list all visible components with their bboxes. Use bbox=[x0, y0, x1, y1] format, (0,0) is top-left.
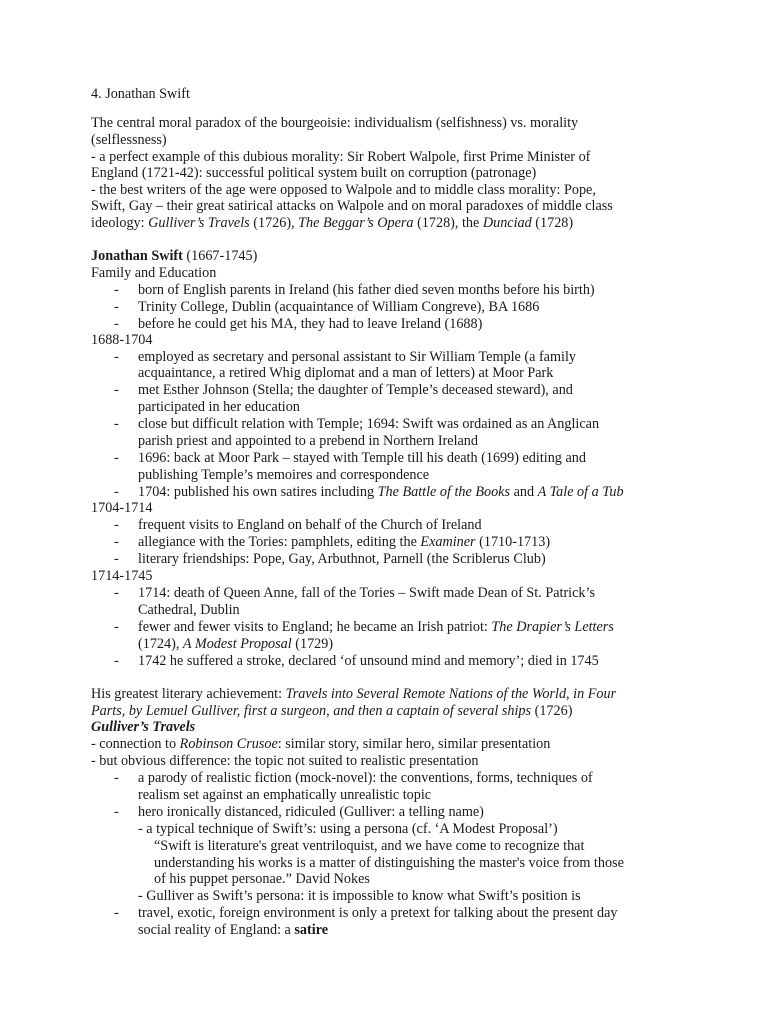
bullet-dash: - bbox=[114, 382, 119, 398]
list-item: before he could get his MA, they had to leave Ireland (1688) bbox=[138, 316, 483, 332]
subheading-family: Family and Education bbox=[91, 265, 217, 281]
bullet-dash: - bbox=[114, 299, 119, 315]
bullet-dash: - bbox=[114, 416, 119, 432]
list-item-continuation: social reality of England: a satire bbox=[138, 922, 329, 938]
section-heading: 4. Jonathan Swift bbox=[91, 86, 190, 102]
intro-line: (selflessness) bbox=[91, 132, 167, 148]
list-item: Trinity College, Dublin (acquaintance of William Congreve), BA 1686 bbox=[138, 299, 540, 315]
bio-heading: Jonathan Swift (1667-1745) bbox=[91, 248, 258, 264]
list-item-continuation: acquaintance, a retired Whig diplomat and a man of letters) at Moor Park bbox=[138, 365, 554, 381]
list-item: hero ironically distanced, ridiculed (Gulliver: a telling name) bbox=[138, 804, 484, 820]
list-item-continuation: parish priest and appointed to a prebend in Northern Ireland bbox=[138, 433, 478, 449]
bullet-dash: - bbox=[114, 585, 119, 601]
list-item: close but difficult relation with Temple; 1694: Swift was ordained as an Anglican bbox=[138, 416, 600, 432]
list-item: 1714: death of Queen Anne, fall of the Tories – Swift made Dean of St. Patrick’s bbox=[138, 585, 595, 601]
list-item: literary friendships: Pope, Gay, Arbuthnot, Parnell (the Scriblerus Club) bbox=[138, 551, 546, 567]
sub-item: - Gulliver as Swift’s persona: it is impossible to know what Swift’s position is bbox=[138, 888, 581, 904]
sub-item: - a typical technique of Swift’s: using a persona (cf. ‘A Modest Proposal’) bbox=[138, 821, 558, 837]
list-item: 1696: back at Moor Park – stayed with Temple till his death (1699) editing and bbox=[138, 450, 586, 466]
bullet-dash: - bbox=[114, 770, 119, 786]
bullet-dash: - bbox=[114, 619, 119, 635]
intro-line: The central moral paradox of the bourgeoisie: individualism (selfishness) vs. morality bbox=[91, 115, 579, 131]
quote-line: understanding his works is a matter of distinguishing the master's voice from those bbox=[154, 855, 624, 871]
bullet-dash: - bbox=[114, 653, 119, 669]
works-line: - connection to Robinson Crusoe: similar story, similar hero, similar presentation bbox=[91, 736, 551, 752]
works-title: Gulliver’s Travels bbox=[91, 719, 196, 735]
period-heading: 1714-1745 bbox=[91, 568, 153, 584]
list-item: employed as secretary and personal assistant to Sir William Temple (a family bbox=[138, 349, 576, 365]
list-item-continuation: publishing Temple’s memoires and correspondence bbox=[138, 467, 430, 483]
bullet-dash: - bbox=[114, 534, 119, 550]
list-item: travel, exotic, foreign environment is only a pretext for talking about the present day bbox=[138, 905, 618, 921]
period-heading: 1704-1714 bbox=[91, 500, 153, 516]
list-item-continuation: realism set against an emphatically unrealistic topic bbox=[138, 787, 432, 803]
bullet-dash: - bbox=[114, 804, 119, 820]
list-item: 1704: published his own satires including The Battle of the Books and A Tale of a Tub bbox=[138, 484, 624, 500]
list-item: met Esther Johnson (Stella; the daughter of Temple’s deceased steward), and bbox=[138, 382, 573, 398]
works-line: His greatest literary achievement: Travels into Several Remote Nations of the World, in Four bbox=[91, 686, 617, 702]
list-item: fewer and fewer visits to England; he became an Irish patriot: The Drapier’s Letters bbox=[138, 619, 614, 635]
works-line: Parts, by Lemuel Gulliver, first a surgeon, and then a captain of several ships (1726) bbox=[91, 703, 573, 719]
intro-line: England (1721-42): successful political system built on corruption (patronage) bbox=[91, 165, 537, 181]
list-item: 1742 he suffered a stroke, declared ‘of unsound mind and memory’; died in 1745 bbox=[138, 653, 599, 669]
period-heading: 1688-1704 bbox=[91, 332, 153, 348]
bullet-dash: - bbox=[114, 551, 119, 567]
list-item: frequent visits to England on behalf of the Church of Ireland bbox=[138, 517, 482, 533]
intro-line: - the best writers of the age were opposed to Walpole and to middle class morality: Pope, bbox=[91, 182, 596, 198]
list-item: a parody of realistic fiction (mock-novel): the conventions, forms, techniques of bbox=[138, 770, 593, 786]
intro-line: Swift, Gay – their great satirical attacks on Walpole and on moral paradoxes of middle class bbox=[91, 198, 613, 214]
list-item-continuation: (1724), A Modest Proposal (1729) bbox=[138, 636, 334, 652]
list-item: born of English parents in Ireland (his father died seven months before his birth) bbox=[138, 282, 595, 298]
quote-line: of his puppet personae.” David Nokes bbox=[154, 871, 370, 887]
bullet-dash: - bbox=[114, 349, 119, 365]
bullet-dash: - bbox=[114, 450, 119, 466]
bullet-dash: - bbox=[114, 484, 119, 500]
list-item: allegiance with the Tories: pamphlets, editing the Examiner (1710-1713) bbox=[138, 534, 551, 550]
bullet-dash: - bbox=[114, 282, 119, 298]
intro-line: - a perfect example of this dubious morality: Sir Robert Walpole, first Prime Minister of bbox=[91, 149, 591, 165]
intro-line: ideology: Gulliver’s Travels (1726), The Beggar’s Opera (1728), the Dunciad (1728) bbox=[91, 215, 574, 231]
quote-line: “Swift is literature's great ventriloquist, and we have come to recognize that bbox=[154, 838, 585, 854]
bullet-dash: - bbox=[114, 905, 119, 921]
list-item-continuation: participated in her education bbox=[138, 399, 300, 415]
bullet-dash: - bbox=[114, 316, 119, 332]
list-item-continuation: Cathedral, Dublin bbox=[138, 602, 240, 618]
bullet-dash: - bbox=[114, 517, 119, 533]
works-line: - but obvious difference: the topic not suited to realistic presentation bbox=[91, 753, 479, 769]
